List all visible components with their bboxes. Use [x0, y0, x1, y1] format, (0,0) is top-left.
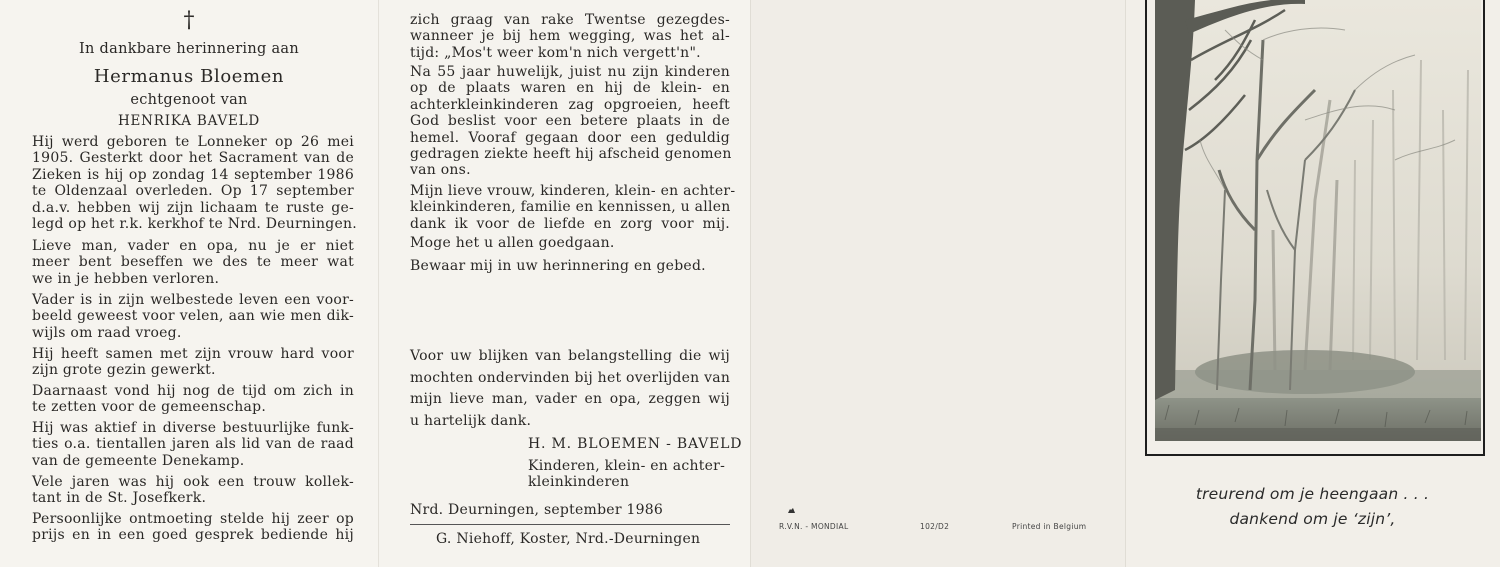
text-line: we in je hebben verloren.: [32, 270, 220, 287]
text-line: te zetten voor de gemeenschap.: [32, 399, 267, 416]
text-line: op de plaats waren en hij de klein- en: [410, 80, 730, 97]
sayings-paragraph: [410, 12, 730, 61]
text-line: van ons.: [410, 162, 471, 179]
text-line: wanneer je bij hem wegging, was het al-: [410, 28, 730, 45]
publisher-logo-icon: [787, 507, 796, 514]
family-line-1: Kinderen, klein- en achter-: [528, 458, 726, 474]
text-line: prijs en in een goed gesprek bediende hij: [32, 527, 354, 544]
text-line: Persoonlijke ontmoeting stelde hij zeer op: [32, 511, 354, 527]
marriage-paragraph: [410, 64, 730, 179]
bio-paragraph: [32, 134, 357, 233]
text-line: 1905. Gesterkt door het Sacrament van de: [32, 150, 354, 167]
text-line: wijls om raad vroeg.: [32, 324, 182, 341]
gratitude-paragraph: [410, 183, 736, 232]
text-line: Hij werd geboren te Lonneker op 26 mei: [32, 134, 354, 150]
relation-line: echtgenoot van: [130, 92, 248, 108]
text-line: van de gemeente Denekamp.: [32, 452, 245, 469]
text-line: mochten ondervinden bij het overlijden van: [410, 369, 731, 386]
text-line: Voor uw blijken van belangstelling die wij: [410, 348, 730, 364]
text-line: hemel. Vooraf gegaan door een geduldig: [410, 129, 730, 146]
text-line: Moge het u allen goedgaan.: [410, 235, 615, 251]
example-paragraph: [32, 292, 354, 341]
family-paragraph: [32, 346, 354, 379]
divider: [410, 524, 730, 525]
text-line: meer bent beseffen we des te meer wat: [32, 254, 354, 271]
text-line: te Oldenzaal overleden. Op 17 september: [32, 183, 354, 200]
intro-line: In dankbare herinnering aan: [78, 41, 300, 57]
text-line: Lieve man, vader en opa, nu je er niet: [32, 238, 354, 254]
loss-paragraph: [32, 238, 354, 287]
text-line: Hij heeft samen met zijn vrouw hard voor: [32, 346, 354, 362]
text-line: Zieken is hij op zondag 14 september 1986: [32, 166, 354, 183]
text-line: kleinkinderen, familie en kennissen, u allen: [410, 199, 731, 216]
text-line: Hij was aktief in diverse bestuurlijke funk-: [32, 420, 354, 436]
cover-caption-line-1: treurend om je heengaan . . .: [1195, 485, 1430, 503]
text-line: tant in de St. Josefkerk.: [32, 490, 207, 507]
deceased-name: Hermanus Bloemen: [93, 66, 285, 87]
functions-paragraph: [32, 420, 354, 469]
wish-line: [410, 235, 730, 251]
text-line: zijn grote gezin gewerkt.: [32, 362, 216, 379]
text-line: mijn lieve man, vader en opa, zeggen wij: [410, 391, 730, 407]
meeting-paragraph: [32, 511, 354, 544]
text-line: gedragen ziekte heeft hij afscheid genomen: [410, 146, 732, 163]
thanks-paragraph: [410, 346, 730, 432]
publisher-label: R.V.N. - MONDIAL: [779, 522, 849, 531]
printer-line: G. Niehoff, Koster, Nrd.-Deurningen: [436, 531, 701, 547]
text-line: zich graag van rake Twentse gezegdes-: [410, 12, 730, 28]
place-date: Nrd. Deurningen, september 1986: [410, 502, 664, 518]
church-paragraph: [32, 474, 354, 507]
code-label: 102/D2: [920, 522, 950, 531]
spouse-name: HENRIKA BAVELD: [117, 113, 261, 129]
text-line: legd op het r.k. kerkhof te Nrd. Deurningen.: [32, 216, 357, 233]
text-line: u hartelijk dank.: [410, 412, 532, 429]
forest-image: [1155, 0, 1481, 441]
text-line: Na 55 jaar huwelijk, juist nu zijn kinderen: [410, 64, 730, 80]
text-line: dank ik voor de liefde en zorg voor mij.: [410, 215, 730, 232]
community-paragraph: [32, 383, 354, 416]
text-line: Vele jaren was hij ook een trouw kollek-: [32, 474, 354, 490]
text-line: tijd: „Mos't weer kom'n nich vergett'n".: [410, 44, 701, 61]
text-line: achterkleinkinderen zag opgroeien, heeft: [410, 96, 730, 113]
text-line: Mijn lieve vrouw, kinderen, klein- en achter-: [410, 183, 736, 199]
text-line: Daarnaast vond hij nog de tijd om zich in: [32, 383, 354, 399]
signature: H. M. BLOEMEN - BAVELD: [528, 436, 743, 452]
text-line: d.a.v. hebben wij zijn lichaam te ruste ge-: [32, 199, 354, 216]
text-line: Vader is in zijn welbestede leven een voor-: [32, 292, 354, 308]
text-line: God beslist voor een betere plaats in de: [410, 113, 730, 130]
cover-caption-line-2: dankend om je ‘zijn’,: [1229, 510, 1396, 528]
text-line: ties o.a. tientallen jaren als lid van de raad: [32, 436, 354, 453]
family-line-2: kleinkinderen: [528, 474, 630, 490]
printed-label: Printed in Belgium: [1012, 522, 1087, 531]
back-panel: [750, 0, 1126, 567]
text-line: beeld geweest voor velen, aan wie men dik-: [32, 308, 354, 325]
remember-line: [410, 258, 730, 274]
cross-icon: †: [183, 8, 195, 33]
misty-forest-photo: [1155, 0, 1481, 441]
text-line: Bewaar mij in uw herinnering en gebed.: [410, 258, 706, 274]
